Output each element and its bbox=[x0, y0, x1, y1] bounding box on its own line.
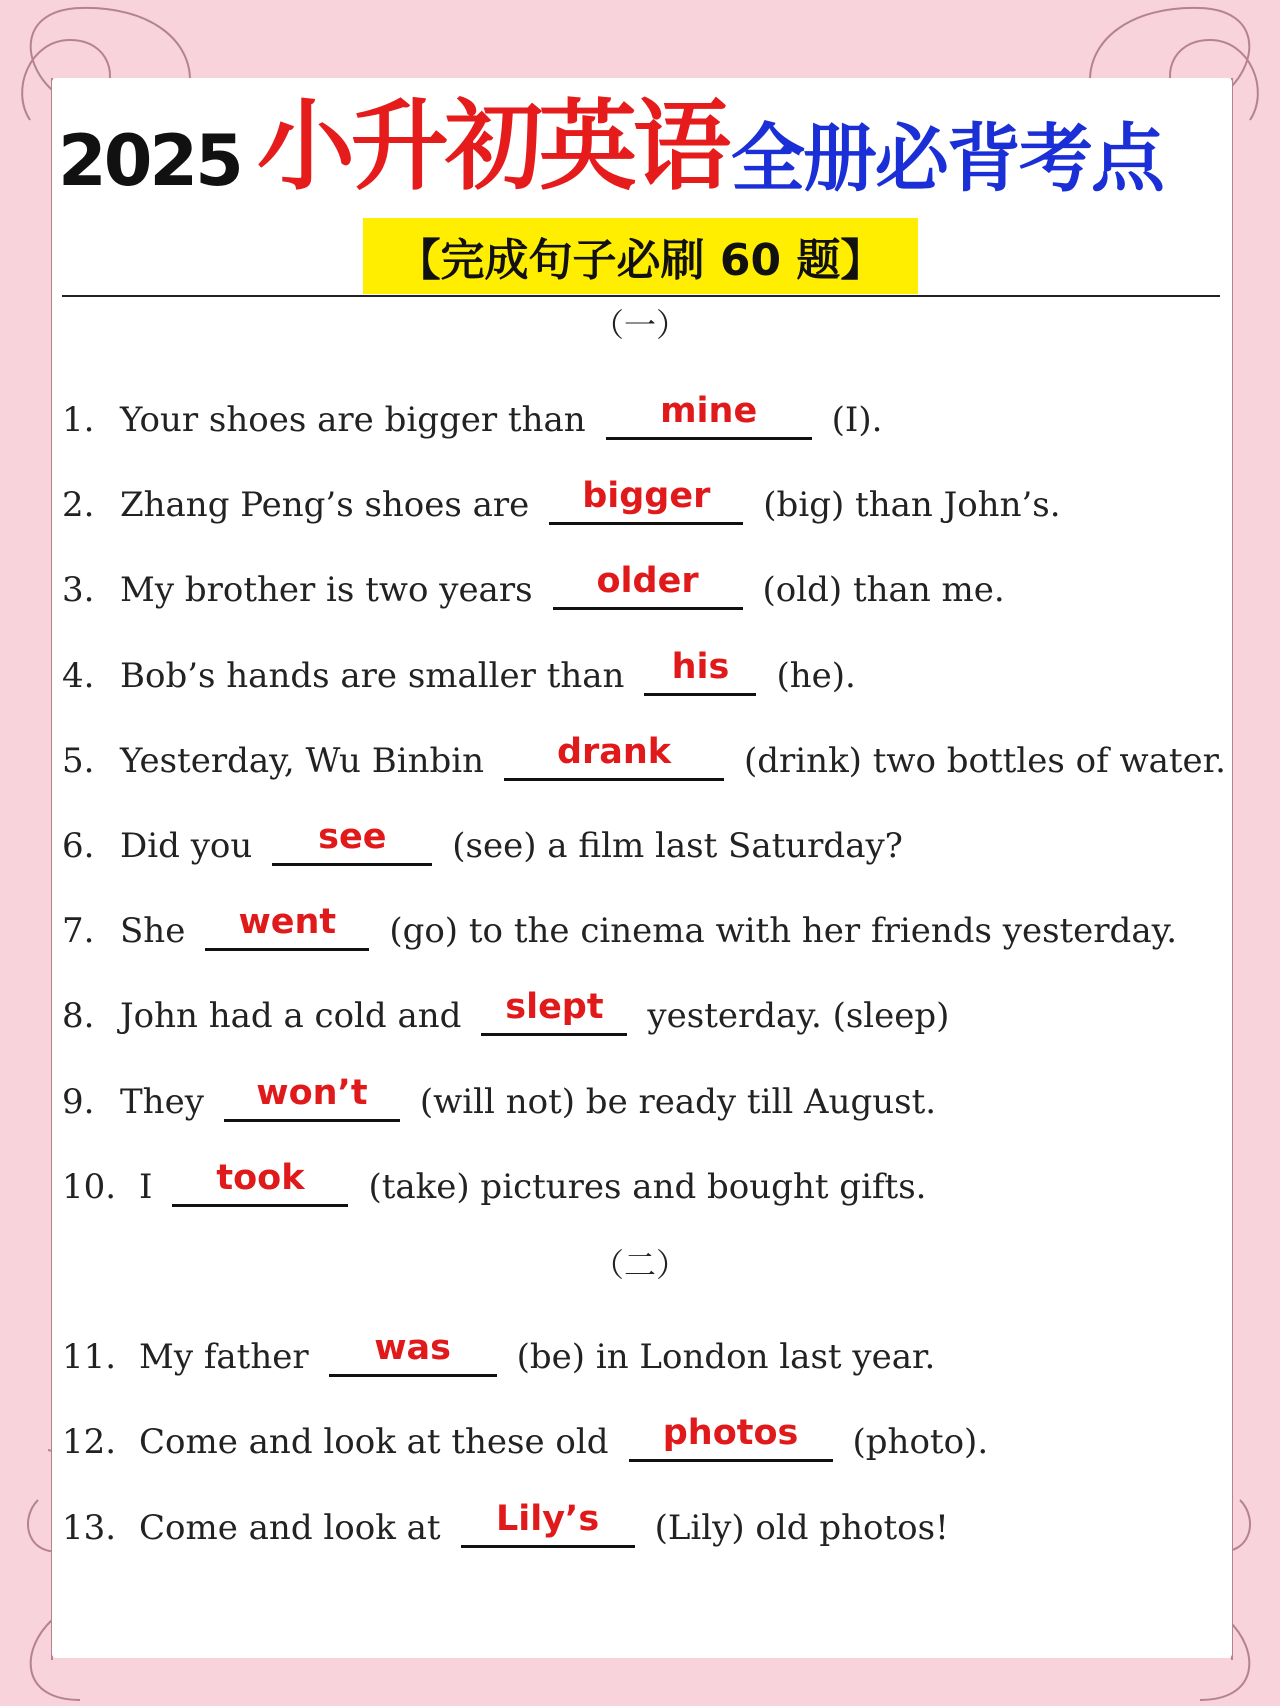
question-text-after: (photo). bbox=[852, 1422, 989, 1462]
page-title bbox=[58, 86, 1228, 204]
question-item bbox=[62, 1317, 935, 1377]
question-item bbox=[62, 806, 903, 866]
subtitle-banner: 【完成句子必刷 60 题】 bbox=[363, 218, 918, 294]
section-heading-2: （二） bbox=[591, 1246, 688, 1284]
question-item bbox=[62, 465, 1061, 525]
answer-text: photos bbox=[662, 1413, 799, 1453]
answer-blank bbox=[504, 734, 724, 781]
question-number: 5. bbox=[62, 741, 95, 781]
answer-text: bigger bbox=[582, 476, 711, 516]
answer-text: Lily’s bbox=[495, 1499, 600, 1539]
question-number: 6. bbox=[62, 826, 95, 866]
question-text-after: (I). bbox=[831, 400, 883, 440]
title-year: 2025 bbox=[58, 120, 241, 202]
question-text-before: Yesterday, Wu Binbin bbox=[120, 741, 485, 781]
question-text-before: They bbox=[120, 1082, 204, 1122]
answer-text: was bbox=[374, 1328, 452, 1368]
question-item bbox=[62, 1488, 949, 1548]
answer-blank bbox=[172, 1160, 348, 1207]
question-text-after: (drink) two bottles of water. bbox=[744, 741, 1226, 781]
question-number: 13. bbox=[62, 1508, 117, 1548]
question-text-before: I bbox=[139, 1167, 153, 1207]
question-item bbox=[62, 380, 882, 440]
answer-text: won’t bbox=[256, 1073, 368, 1113]
question-text-before: Bob’s hands are smaller than bbox=[120, 656, 625, 696]
header-divider bbox=[62, 295, 1220, 297]
answer-text: slept bbox=[505, 987, 604, 1027]
question-item bbox=[62, 1147, 926, 1207]
question-item bbox=[62, 976, 949, 1036]
question-number: 2. bbox=[62, 485, 95, 525]
question-item bbox=[62, 1402, 988, 1462]
question-text-after: (will not) be ready till August. bbox=[419, 1082, 937, 1122]
question-item bbox=[62, 550, 1005, 610]
answer-blank bbox=[329, 1330, 497, 1377]
section-heading-1: （一） bbox=[591, 306, 688, 344]
answer-blank bbox=[553, 563, 743, 610]
question-text-after: (be) in London last year. bbox=[516, 1337, 936, 1377]
question-item bbox=[62, 1062, 936, 1122]
question-text-before: Did you bbox=[120, 826, 253, 866]
question-item bbox=[62, 721, 1226, 781]
question-number: 8. bbox=[62, 996, 95, 1036]
title-main: 小升初英语 bbox=[256, 90, 727, 204]
question-text-before: Zhang Peng’s shoes are bbox=[120, 485, 530, 525]
answer-blank bbox=[481, 989, 627, 1036]
question-number: 4. bbox=[62, 656, 95, 696]
question-text-after: (big) than John’s. bbox=[763, 485, 1061, 525]
question-number: 7. bbox=[62, 911, 95, 951]
answer-blank bbox=[224, 1075, 400, 1122]
answer-blank bbox=[644, 649, 756, 696]
question-item bbox=[62, 891, 1177, 951]
question-text-after: (he). bbox=[776, 656, 856, 696]
answer-blank bbox=[461, 1501, 635, 1548]
question-item bbox=[62, 636, 856, 696]
answer-text: drank bbox=[556, 732, 672, 772]
question-text-before: My brother is two years bbox=[120, 570, 533, 610]
question-number: 10. bbox=[62, 1167, 117, 1207]
answer-blank bbox=[606, 393, 812, 440]
question-text-before: Come and look at these old bbox=[139, 1422, 609, 1462]
answer-text: mine bbox=[660, 391, 758, 431]
question-text-before: My father bbox=[139, 1337, 309, 1377]
answer-text: took bbox=[216, 1158, 305, 1198]
answer-text: see bbox=[318, 817, 387, 857]
question-text-before: Your shoes are bigger than bbox=[120, 400, 586, 440]
question-text-before: Come and look at bbox=[139, 1508, 441, 1548]
question-text-before: John had a cold and bbox=[120, 996, 462, 1036]
question-number: 12. bbox=[62, 1422, 117, 1462]
question-text-after: (see) a film last Saturday? bbox=[452, 826, 903, 866]
answer-blank bbox=[629, 1415, 833, 1462]
answer-text: went bbox=[238, 902, 337, 942]
question-number: 3. bbox=[62, 570, 95, 610]
question-number: 9. bbox=[62, 1082, 95, 1122]
question-text-before: She bbox=[120, 911, 186, 951]
answer-blank bbox=[205, 904, 369, 951]
question-text-after: (old) than me. bbox=[762, 570, 1005, 610]
question-number: 11. bbox=[62, 1337, 117, 1377]
answer-text: his bbox=[671, 647, 730, 687]
question-text-after: (Lily) old photos! bbox=[654, 1508, 949, 1548]
answer-blank bbox=[272, 819, 432, 866]
question-text-after: yesterday. (sleep) bbox=[647, 996, 950, 1036]
question-text-after: (take) pictures and bought gifts. bbox=[368, 1167, 927, 1207]
question-text-after: (go) to the cinema with her friends yesterday. bbox=[389, 911, 1178, 951]
question-number: 1. bbox=[62, 400, 95, 440]
answer-text: older bbox=[596, 561, 699, 601]
answer-blank bbox=[549, 478, 743, 525]
title-highlight: 全册必背考点 bbox=[730, 116, 1163, 202]
